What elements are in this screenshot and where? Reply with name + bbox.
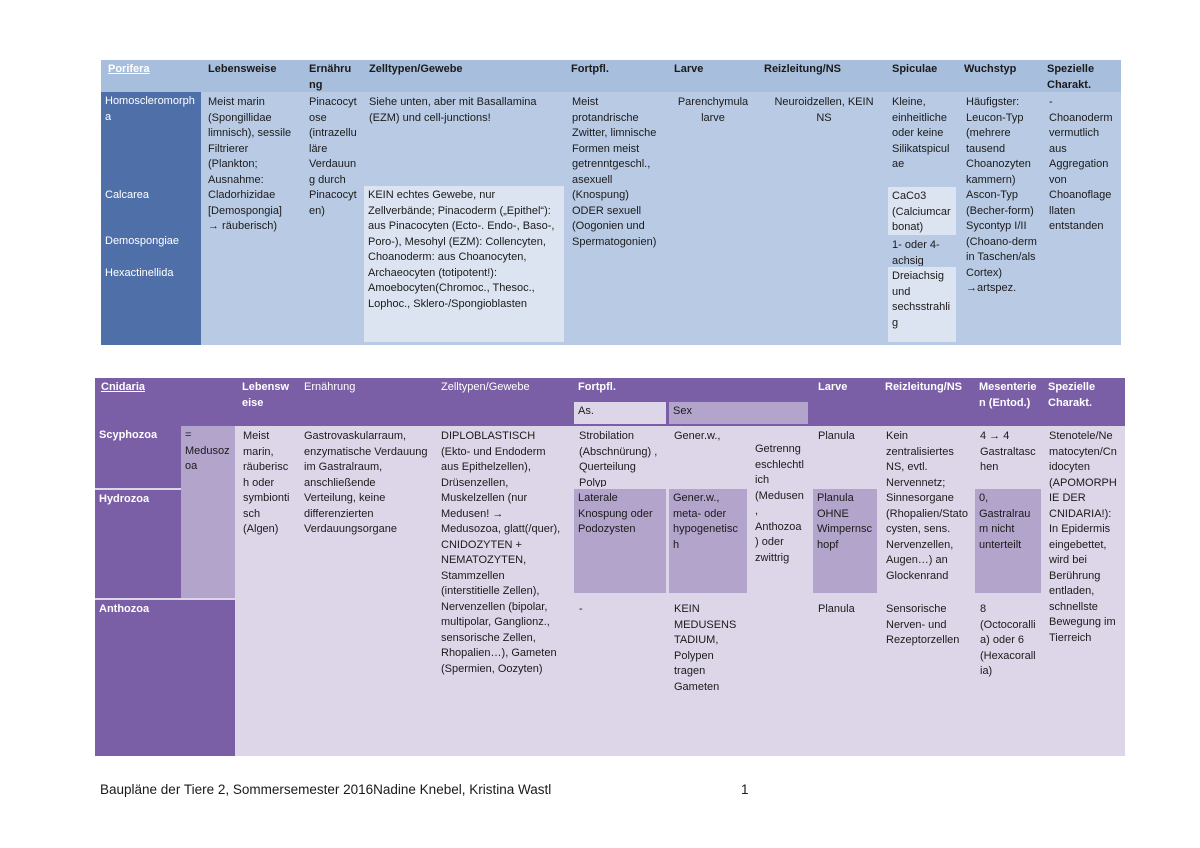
as-hydrozoa: Laterale Knospung oder Podozysten (574, 489, 666, 593)
mesenterien-scyphozoa: 4 → 4 Gastraltaschen (980, 430, 1036, 473)
porifera-fortpfl: Meist protandrische Zwitter, limnische Formen meist getrenntgeschl., asexuell (Knospung) ODER sexuell (Oogonien und Spermatogonien) (572, 96, 657, 248)
row-hydrozoa: Hydrozoa (95, 490, 181, 598)
c-header-reizleitung: Reizleitung/NS (885, 381, 963, 393)
row-demospongiae: Demospongiae (101, 232, 201, 264)
porifera-zelltypen-homoscleromorpha: Siehe unten, aber mit Basallamina (EZM) und cell-junctions! (369, 96, 537, 124)
sex-anthozoa: KEIN MEDUSENSTADIUM, Polypen tragen Gameten (674, 603, 737, 693)
cnidaria-spezielle: Stenotele/Nematocyten/Cnidocyten (APOMORPHIE DER CNIDARIA!): In Epidermis eingebettet, wird bei Berührung entladen, schnellste Bewegung im Tierreich (1049, 430, 1117, 644)
porifera-spezielle: - Choanoderm vermutlich aus Aggregation von Choanoflagellaten entstanden (1049, 96, 1113, 232)
sex-scyphozoa: Gener.w., (674, 430, 721, 442)
c-header-zelltypen: Zelltypen/Gewebe (441, 381, 530, 393)
medusozoa-group: = Medusozoa (181, 426, 235, 598)
as-anthozoa: - (579, 603, 583, 615)
spiculae-demospongiae: 1- oder 4-achsig (892, 239, 940, 266)
larve-anthozoa: Planula (818, 603, 855, 615)
header-spezielle: Spezielle Charakt. (1047, 63, 1095, 91)
cnidaria-lebensweise: Meist marin, räuberisch oder symbiontisch (Algen) (243, 430, 290, 535)
reizleitung-hydrozoa: Sinnesorgane (Rhopalien/Statocysten, sens. Nervenzellen, Augen…) an Glockenrand (886, 492, 968, 582)
row-homoscleromorpha: Homoscleromorpha (101, 92, 201, 186)
c-header-larve: Larve (818, 381, 848, 393)
cnidaria-ernaehrung: Gastrovaskularraum, enzymatische Verdauung im Gastralraum, anschließende Verteilung, keine differenzierten Verdauungsorgane (304, 430, 428, 535)
header-zelltypen: Zelltypen/Gewebe (369, 63, 463, 75)
sex-hydrozoa: Gener.w., meta- oder hypogenetisch (669, 489, 747, 593)
row-scyphozoa: Scyphozoa (95, 426, 181, 488)
c-subheader-sex: Sex (669, 402, 808, 424)
header-ernaehrung: Ernährung (309, 63, 352, 91)
c-header-ernaehrung: Ernährung (304, 381, 356, 393)
porifera-reizleitung: Neuroidzellen, KEIN NS (774, 96, 874, 124)
spiculae-calcarea: CaCo3 (Calciumcarbonat) (888, 187, 956, 235)
as-scyphozoa: Strobilation (Abschnürung) , Querteilung Polyp (579, 430, 658, 487)
sex-shared: Getrenngeschlechtlich (Medusen, Anthozoa) oder zwittrig (751, 440, 809, 600)
header-larve: Larve (674, 63, 704, 75)
c-header-mesenterien: Mesenterien (Entod.) (979, 381, 1037, 409)
header-wuchstyp: Wuchstyp (964, 63, 1017, 75)
c-subheader-as: As. (574, 402, 666, 424)
page-footer: Baupläne der Tiere 2, Sommersemester 2016Nadine Knebel, Kristina Wastl (100, 782, 552, 797)
mesenterien-hydrozoa: 0, Gastralraum nicht unterteilt (975, 489, 1041, 593)
porifera-ernaehrung: Pinacocytose (intrazelluläre Verdauung durch Pinacocyten) (309, 96, 357, 217)
header-reizleitung: Reizleitung/NS (764, 63, 842, 75)
header-spiculae: Spiculae (892, 63, 938, 75)
porifera-larve: Parenchymula larve (677, 96, 749, 124)
porifera-zelltypen-general: KEIN echtes Gewebe, nur Zellverbände; Pinacoderm („Epithel“): aus Pinacocyten (Ecto-. Endo-, Baso-, Poro-), Mesohyl (EZM): Collencyten, Choanoderm: aus Choanocyten, Archaeocyten (totipotent!): Amoebocyten(Chromoc., Thesoc., Lophoc., Sklero-/Spongioblasten (364, 186, 564, 342)
spiculae-hexactinellida: Dreiachsig und sechsstrahlig (888, 267, 956, 342)
spiculae-homoscleromorpha: Kleine, einheitliche oder keine Silikatspiculae (892, 96, 950, 170)
page-number: 1 (741, 782, 749, 797)
mesenterien-anthozoa: 8 (Octocorallia) oder 6 (Hexacorallia) (980, 603, 1036, 677)
cnidaria-zelltypen: DIPLOBLASTISCH (Ekto- und Endoderm aus Epithelzellen), Drüsenzellen, Muskelzellen (nur Medusen! → Medusozoa, glatt(/quer), CNIDOZYTEN + NEMATOZYTEN, Stammzellen (interstitielle Zellen), Nervenzellen (bipolar, multipolar, Ganglionz., sensorische Zellen, Rhopalien…), Gameten (Spermien, Oozyten) (441, 430, 561, 675)
larve-hydrozoa: Planula OHNE Wimpernschopf (813, 489, 877, 593)
c-header-fortpfl: Fortpfl. (578, 381, 616, 393)
row-anthozoa: Anthozoa (95, 600, 235, 756)
c-header-lebensweise: Lebensweise (242, 381, 290, 409)
cnidaria-title: Cnidaria (101, 381, 146, 393)
porifera-wuchstyp: Häufigster: Leucon-Typ (mehrere tausend Choanozyten kammern) Ascon-Typ (Becher-form) Sycontyp I/II (Choano-derm in Taschen/als Cortex) →artspez. (966, 96, 1037, 294)
row-hexactinellida: Hexactinellida (101, 264, 201, 345)
porifera-title: Porifera (108, 63, 150, 75)
header-fortpfl: Fortpfl. (571, 63, 609, 75)
row-calcarea: Calcarea (101, 186, 201, 232)
c-header-spezielle: Spezielle Charakt. (1048, 381, 1096, 409)
reizleitung-scyphozoa: Kein zentralisiertes NS, evtl. Nervennetz; (886, 430, 954, 489)
larve-scyphozoa: Planula (818, 430, 855, 442)
reizleitung-anthozoa: Sensorische Nerven- und Rezeptorzellen (886, 603, 960, 646)
header-lebensweise: Lebensweise (208, 63, 277, 75)
porifera-lebensweise: Meist marin (Spongillidae limnisch), sessile Filtrierer (Plankton; Ausnahme: Cladorhizidae [Demospongia] → räuberisch) (208, 96, 292, 232)
